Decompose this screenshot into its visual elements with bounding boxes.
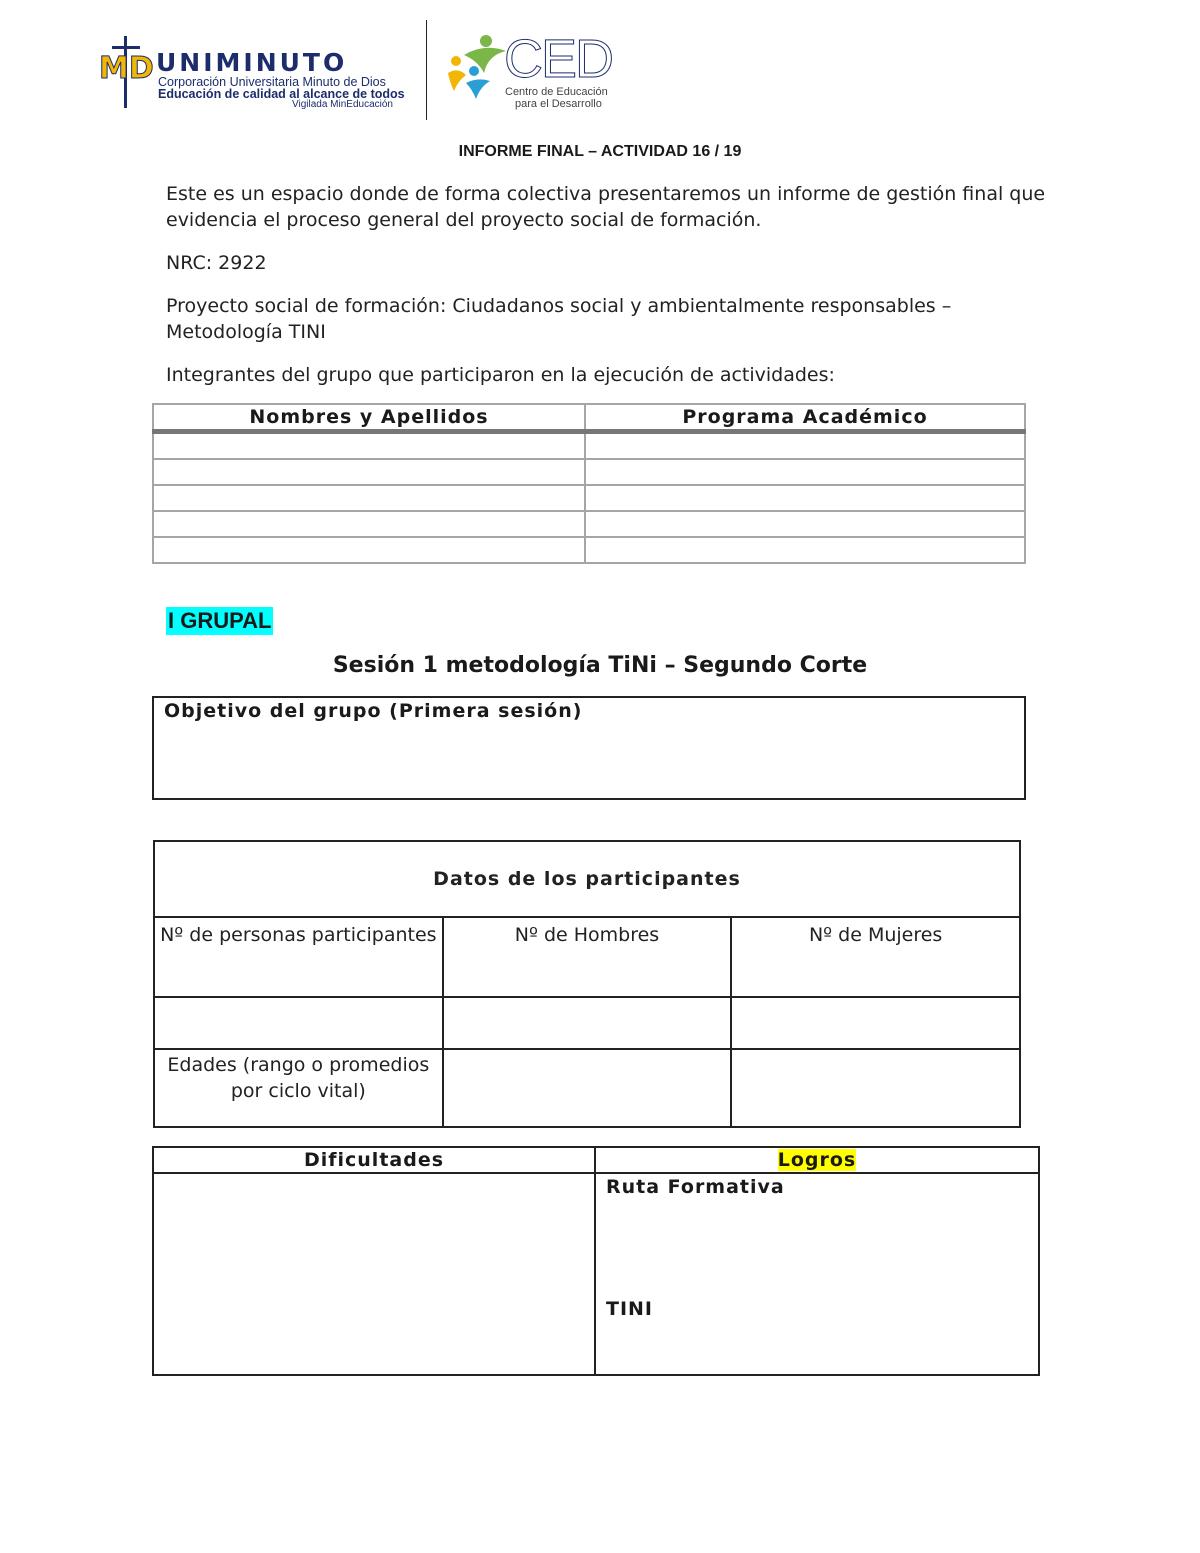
- col-total-persons: Nº de personas participantes: [154, 917, 443, 997]
- participants-columns-row: [154, 917, 1020, 997]
- participants-table: [153, 840, 1021, 1128]
- project-line: Proyecto social de formación: Ciudadanos social y ambientalmente responsables – Metodología TINI: [166, 295, 952, 343]
- member-program-cell[interactable]: [585, 459, 1025, 485]
- university-name: UNIMINUTO: [156, 48, 348, 77]
- col-achievements: [595, 1147, 1039, 1173]
- member-program-cell[interactable]: [585, 432, 1025, 460]
- document-title: INFORME FINAL – ACTIVIDAD 16 / 19: [458, 143, 742, 160]
- ruta-formativa-label: Ruta Formativa: [606, 1176, 785, 1198]
- members-table: [152, 403, 1026, 564]
- member-program-cell[interactable]: [585, 537, 1025, 563]
- university-subtitle: Corporación Universitaria Minuto de Dios: [158, 75, 386, 89]
- ages-label: Edades (rango o promedios por ciclo vital): [154, 1049, 443, 1127]
- logo-divider: [426, 20, 427, 120]
- col-men: Nº de Hombres: [443, 917, 732, 997]
- table-row: [153, 459, 1025, 485]
- nrc-line: NRC: 2922: [166, 252, 267, 274]
- total-persons-cell[interactable]: [154, 997, 443, 1049]
- session-title: Sesión 1 metodología TiNi – Segundo Corte: [332, 653, 868, 678]
- intro-paragraph: Este es un espacio donde de forma colectiva presentaremos un informe de gestión final que evidencia el proceso general del proyecto social de formación.: [166, 183, 1046, 231]
- svg-text:MD: MD: [99, 51, 154, 86]
- member-name-cell[interactable]: [153, 459, 585, 485]
- table-row: [153, 485, 1025, 511]
- member-program-cell[interactable]: [585, 511, 1025, 537]
- outcomes-header-row: [153, 1147, 1039, 1173]
- members-col-names: Nombres y Apellidos: [153, 404, 585, 432]
- participants-title: Datos de los participantes: [154, 841, 1020, 917]
- ced-name: CED: [504, 29, 613, 89]
- ages-men-cell[interactable]: [443, 1049, 732, 1127]
- tini-label: TINI: [606, 1298, 654, 1320]
- achievements-cell[interactable]: [595, 1173, 1039, 1375]
- objective-box[interactable]: [152, 696, 1026, 800]
- university-slogan: Educación de calidad al alcance de todos: [158, 87, 405, 101]
- table-row: [153, 511, 1025, 537]
- men-count-cell[interactable]: [443, 997, 732, 1049]
- women-count-cell[interactable]: [731, 997, 1020, 1049]
- member-name-cell[interactable]: [153, 537, 585, 563]
- university-vigilada: Vigilada MinEducación: [292, 99, 393, 110]
- table-row: [154, 1049, 1020, 1127]
- member-name-cell[interactable]: [153, 511, 585, 537]
- members-intro: Integrantes del grupo que participaron en la ejecución de actividades:: [166, 364, 835, 386]
- ced-subtitle-line1: Centro de Educación: [505, 86, 608, 98]
- uniminuto-logo-icon: [98, 34, 156, 110]
- outcomes-table: [152, 1146, 1040, 1376]
- ced-subtitle-line2: para el Desarrollo: [515, 98, 602, 110]
- member-name-cell[interactable]: [153, 485, 585, 511]
- difficulties-cell[interactable]: [153, 1173, 595, 1375]
- grupal-section-label: I GRUPAL: [168, 608, 272, 633]
- achievements-label: Logros: [777, 1149, 857, 1171]
- table-row: [153, 432, 1025, 460]
- participants-title-row: [154, 841, 1020, 917]
- ages-women-cell[interactable]: [731, 1049, 1020, 1127]
- col-difficulties: Dificultades: [153, 1147, 595, 1173]
- table-row: [154, 997, 1020, 1049]
- member-program-cell[interactable]: [585, 485, 1025, 511]
- objective-label: Objetivo del grupo (Primera sesión): [164, 700, 583, 722]
- members-col-program: Programa Académico: [585, 404, 1025, 432]
- col-women: Nº de Mujeres: [731, 917, 1020, 997]
- members-table-header-row: [153, 404, 1025, 432]
- table-row: [153, 1173, 1039, 1375]
- member-name-cell[interactable]: [153, 432, 585, 460]
- table-row: [153, 537, 1025, 563]
